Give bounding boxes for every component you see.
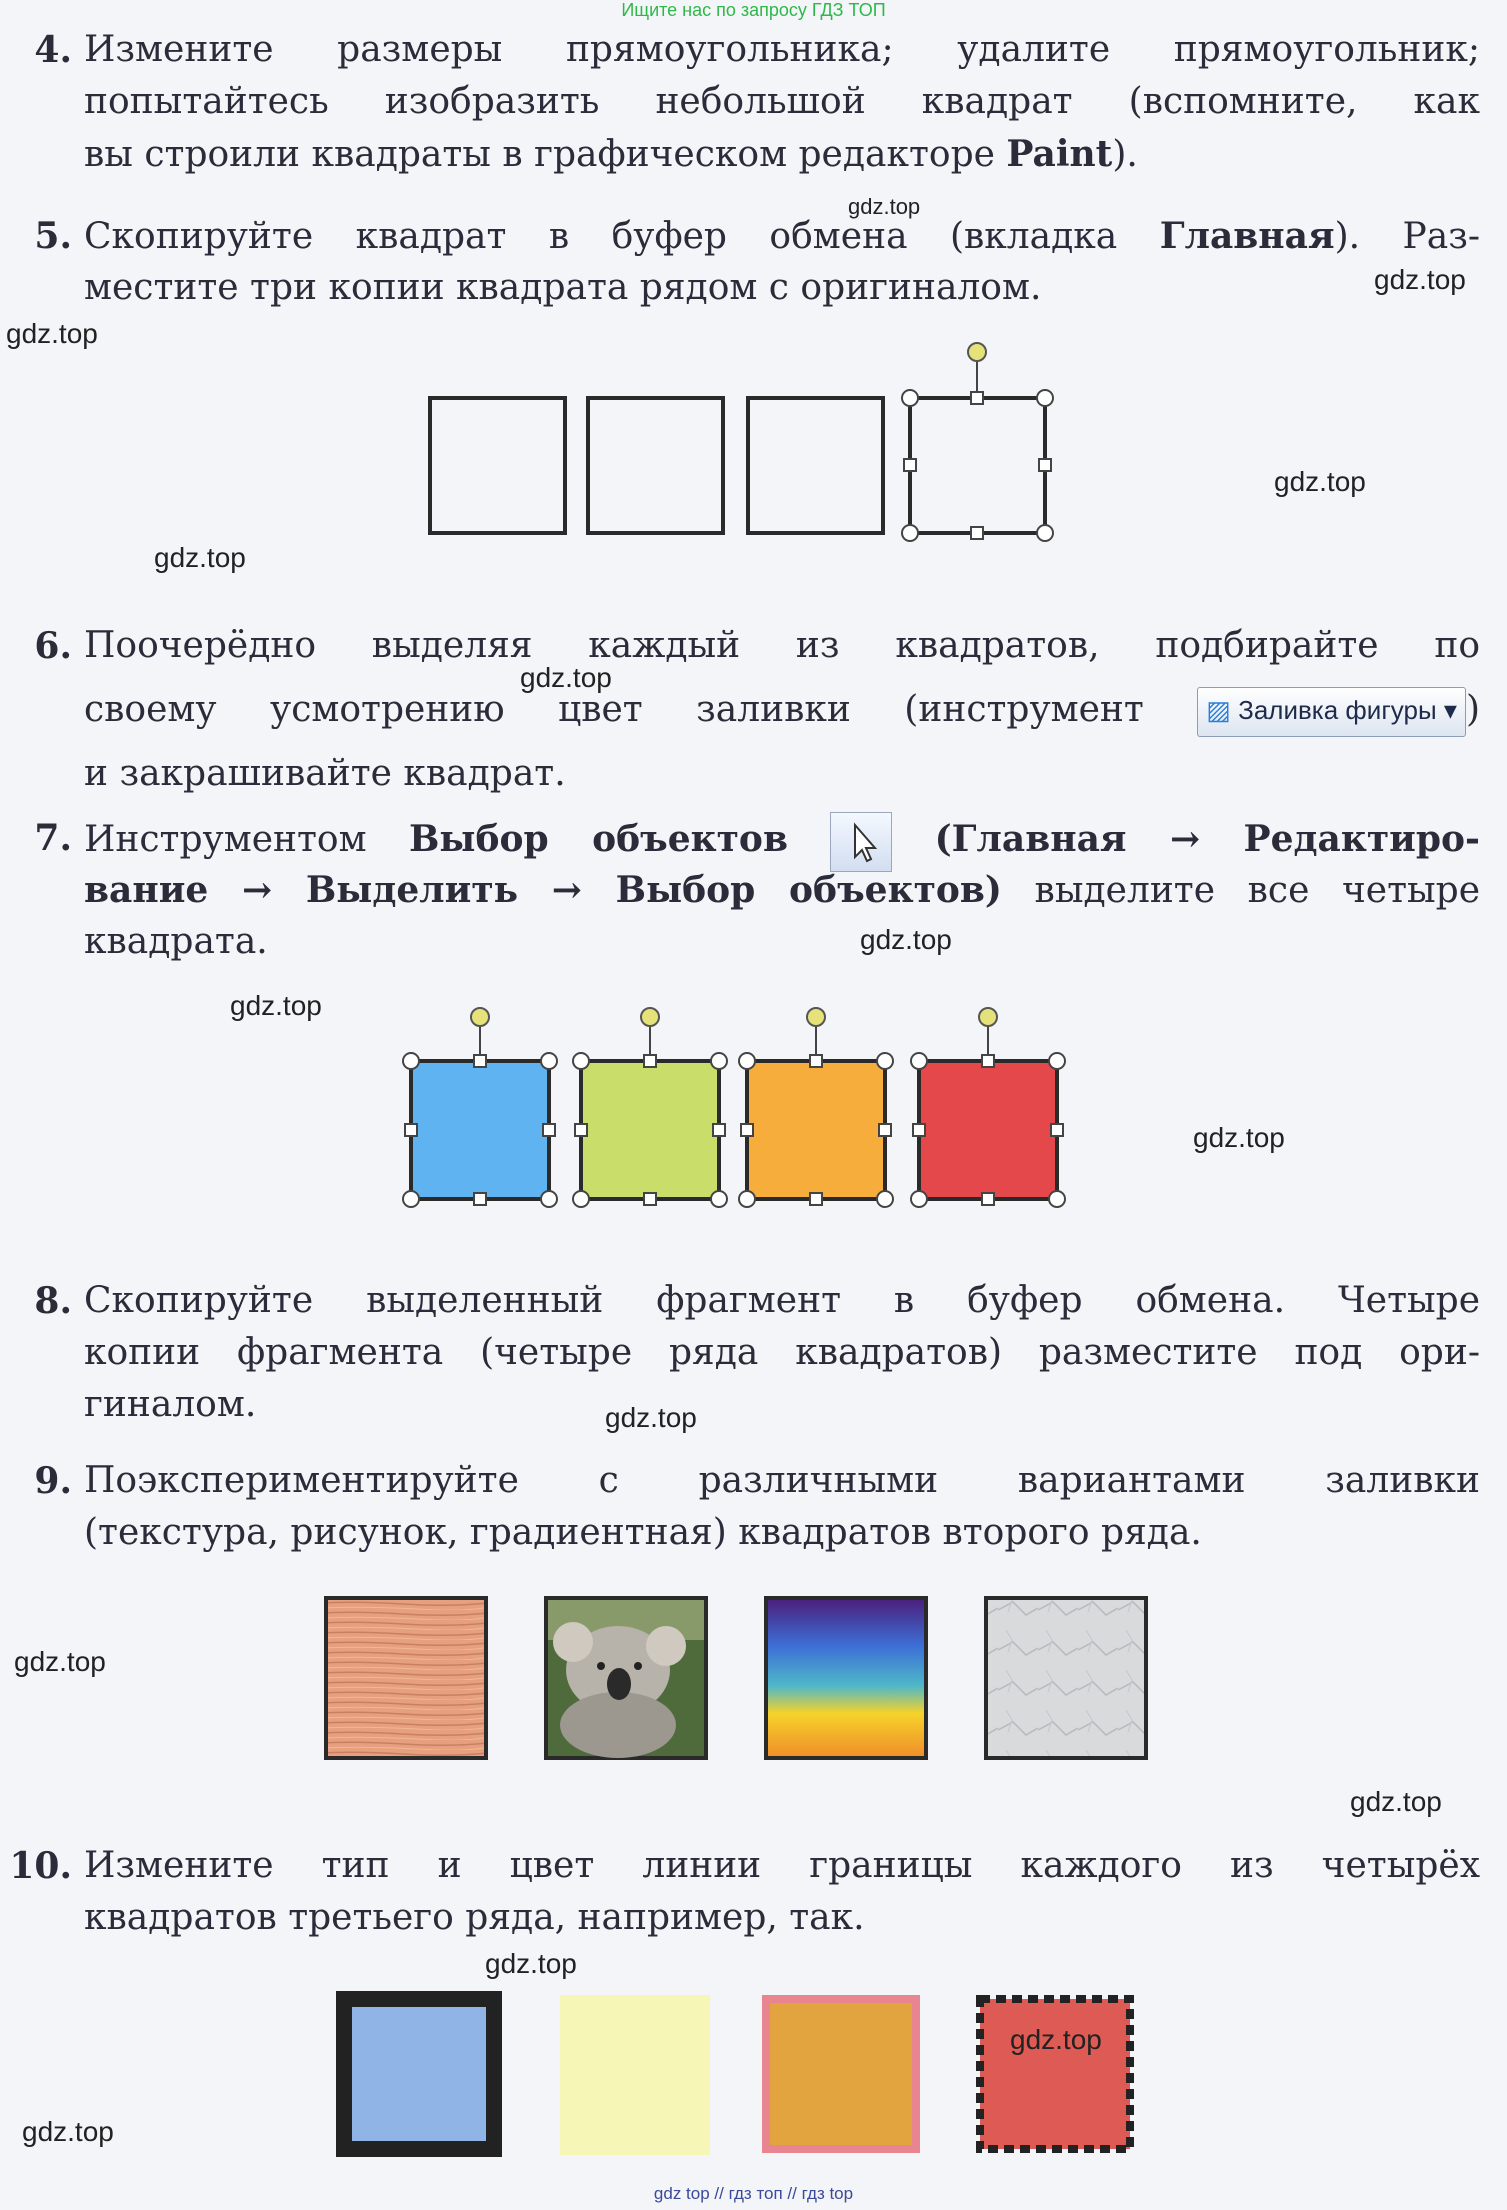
resize-handle[interactable] [573,1053,589,1069]
resize-handle[interactable] [644,1055,656,1067]
paint-bucket-icon: ▨ [1206,695,1231,725]
rotate-handle[interactable] [807,1008,825,1026]
task-number: 7. [34,817,72,859]
text-line: гиналом. [84,1384,257,1425]
square-dashed-border [980,1999,1130,2149]
square-red[interactable] [911,1008,1065,1207]
task-number: 5. [34,215,72,257]
watermark: gdz.top [520,662,612,693]
task-text [84,1840,1480,1944]
resize-handle[interactable] [913,1124,925,1136]
resize-handle[interactable] [902,525,918,541]
watermark: gdz.top [860,924,952,955]
resize-handle[interactable] [713,1124,725,1136]
task-text [84,210,1480,314]
resize-handle[interactable] [904,459,916,471]
term-home-tab: Главная [1159,215,1335,257]
square-picture-koala [546,1598,706,1758]
text-line: Скопируйте выделенный фрагмент в буфер обмена. Четыре [84,1280,1480,1321]
resize-handle[interactable] [474,1193,486,1205]
resize-handle[interactable] [741,1124,753,1136]
text-line: копии фрагмента (четыре ряда квадратов) разместите под ори- [84,1332,1480,1373]
text-line: Поочерёдно выделяя каждый из квадратов, подбирайте по [84,625,1480,666]
rotate-handle[interactable] [471,1008,489,1026]
resize-handle[interactable] [1051,1124,1063,1136]
cursor-arrow-icon [855,825,875,861]
text-line: местите три копии квадрата рядом с оригиналом. [84,267,1042,308]
square-texture-marble [986,1598,1146,1758]
text-line: Поэкспериментируйте с различными вариантами заливки [84,1460,1480,1501]
resize-handle[interactable] [1049,1191,1065,1207]
resize-handle[interactable] [877,1053,893,1069]
task-text [84,812,1480,968]
square-texture-wood [326,1598,486,1758]
task-text [84,1275,1480,1431]
resize-handle[interactable] [541,1191,557,1207]
square-2 [588,398,723,533]
top-banner[interactable]: Ищите нас по запросу ГДЗ ТОП [621,0,886,20]
watermark: gdz.top [6,318,98,349]
resize-handle[interactable] [1039,459,1051,471]
resize-handle[interactable] [810,1193,822,1205]
term-select-objects: Выбор объектов [408,818,788,860]
task-number: 10. [9,1845,72,1887]
watermark: gdz.top [22,2116,114,2147]
resize-handle[interactable] [902,390,918,406]
resize-handle[interactable] [879,1124,891,1136]
watermark: gdz.top [1350,1786,1442,1817]
text-line: Измените тип и цвет линии границы каждого из четырёх [84,1845,1480,1886]
text-line: квадратов третьего ряда, например, так. [84,1897,865,1938]
watermark: gdz.top [154,542,246,573]
text-line: (текстура, рисунок, градиентная) квадратов второго ряда. [84,1512,1202,1553]
figure-fill-variants [318,1590,1168,1770]
resize-handle[interactable] [971,392,983,404]
watermark: gdz.top [1274,466,1366,497]
resize-handle[interactable] [982,1193,994,1205]
resize-handle[interactable] [982,1055,994,1067]
square-no-border [560,1995,710,2155]
square-1 [430,398,565,533]
watermark: gdz.top [1010,2024,1102,2055]
square-gradient [766,1598,926,1758]
resize-handle[interactable] [474,1055,486,1067]
resize-handle[interactable] [971,527,983,539]
watermark: gdz.top [1193,1122,1285,1153]
square-green[interactable] [573,1008,727,1207]
square-blue[interactable] [403,1008,557,1207]
text-line: Инструментом Выбор объектов (Главная → Редактиро- [84,812,1480,864]
watermark: gdz.top [14,1646,106,1677]
watermark: gdz.top [848,194,921,219]
text-line: своему усмотрению цвет заливки (инструмент ▨ Заливка фигуры ▾ ) [84,672,1480,748]
text-line: попытайтесь изобразить небольшой квадрат (вспомните, как [84,81,1480,122]
shape-fill-button[interactable]: ▨ Заливка фигуры ▾ [1197,687,1466,737]
resize-handle[interactable] [573,1191,589,1207]
rotate-handle[interactable] [968,343,986,361]
bottom-banner[interactable]: gdz top // гдз топ // гдз top [653,2184,854,2203]
resize-handle[interactable] [739,1053,755,1069]
task-text [84,1455,1480,1559]
task-number: 4. [34,29,72,71]
resize-handle[interactable] [877,1191,893,1207]
square-pink-border [766,1999,916,2149]
select-objects-button[interactable] [830,812,892,872]
square-3 [748,398,883,533]
resize-handle[interactable] [403,1053,419,1069]
resize-handle[interactable] [739,1191,755,1207]
watermark: gdz.top [1374,264,1466,295]
text-line: вание → Выделить → Выбор объектов) выделите все четыре [84,869,1480,911]
watermark: gdz.top [485,1948,577,1979]
task-text [84,620,1480,800]
square-4-selected[interactable] [902,343,1053,541]
task-number: 6. [34,625,72,667]
rotate-handle[interactable] [979,1008,997,1026]
resize-handle[interactable] [403,1191,419,1207]
resize-handle[interactable] [541,1053,557,1069]
task-text [84,24,1480,180]
text-line: Скопируйте квадрат в буфер обмена (вкладка Главная). Раз- [84,215,1481,257]
task-number: 9. [34,1460,72,1502]
resize-handle[interactable] [575,1124,587,1136]
resize-handle[interactable] [1049,1053,1065,1069]
rotate-handle[interactable] [641,1008,659,1026]
resize-handle[interactable] [1037,390,1053,406]
resize-handle[interactable] [711,1191,727,1207]
figure-four-squares [410,336,1070,546]
figure-colored-squares [395,1005,1095,1225]
watermark: gdz.top [605,1402,697,1433]
resize-handle[interactable] [1037,525,1053,541]
term-paint: Paint [1006,133,1113,175]
resize-handle[interactable] [405,1124,417,1136]
resize-handle[interactable] [543,1124,555,1136]
resize-handle[interactable] [644,1193,656,1205]
task-number: 8. [34,1280,72,1322]
figure-border-variants [330,1985,1160,2180]
resize-handle[interactable] [911,1191,927,1207]
text-line: и закрашивайте квадрат. [84,753,566,794]
text-line: Измените размеры прямоугольника; удалите прямоугольник; [84,29,1480,70]
watermark: gdz.top [230,990,322,1021]
text-line: квадрата. [84,921,268,962]
text-line: вы строили квадраты в графическом редакторе Paint). [84,133,1138,175]
resize-handle[interactable] [810,1055,822,1067]
resize-handle[interactable] [711,1053,727,1069]
square-orange[interactable] [739,1008,893,1207]
square-thick-border [344,1999,494,2149]
resize-handle[interactable] [911,1053,927,1069]
